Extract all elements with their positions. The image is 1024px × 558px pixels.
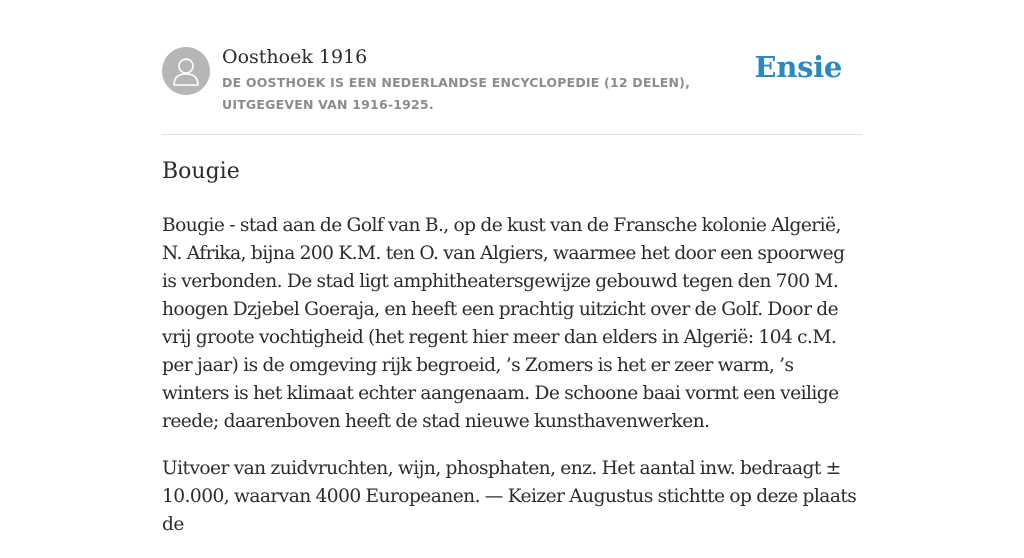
ensie-logo-link[interactable]: Ensie [754,50,842,84]
article-paragraph: Uitvoer van zuidvruchten, wijn, phosphaten, enz. Het aantal inw. bedraagt ± 10.000, waarvan 4000 Europeanen. — Keizer Augustus stichtte op deze plaats de [162,458,857,535]
article-title: Bougie [162,159,240,184]
article-body [162,212,862,558]
page-container [162,0,862,535]
source-header [162,0,862,135]
source-description: DE OOSTHOEK IS EEN NEDERLANDSE ENCYCLOPEDIE (12 DELEN), UITGEGEVEN VAN 1916-1925. [222,75,691,112]
source-title[interactable]: Oosthoek 1916 [222,46,368,68]
user-icon [162,47,210,95]
article-paragraph: Bougie - stad aan de Golf van B., op de kust van de Fransche kolonie Algerië, N. Afrika, bijna 200 K.M. ten O. van Algiers, waarmee het door een spoorweg is verbonden. De stad ligt amphitheatersgewijze gebouwd tegen den 700 M. hoogen Dzjebel Goeraja, en heeft een prachtig uitzicht over de Golf. Door de vrij groote vochtigheid (het regent hier meer dan elders in Algerië: 104 c.M. per jaar) is de omgeving rijk begroeid, ’s Zomers is het er zeer warm, ’s winters is het klimaat echter aangenaam. De schoone baai vormt een veilige reede; daarenboven heeft de stad nieuwe kunsthavenwerken. [162,215,845,432]
avatar[interactable] [162,47,210,95]
